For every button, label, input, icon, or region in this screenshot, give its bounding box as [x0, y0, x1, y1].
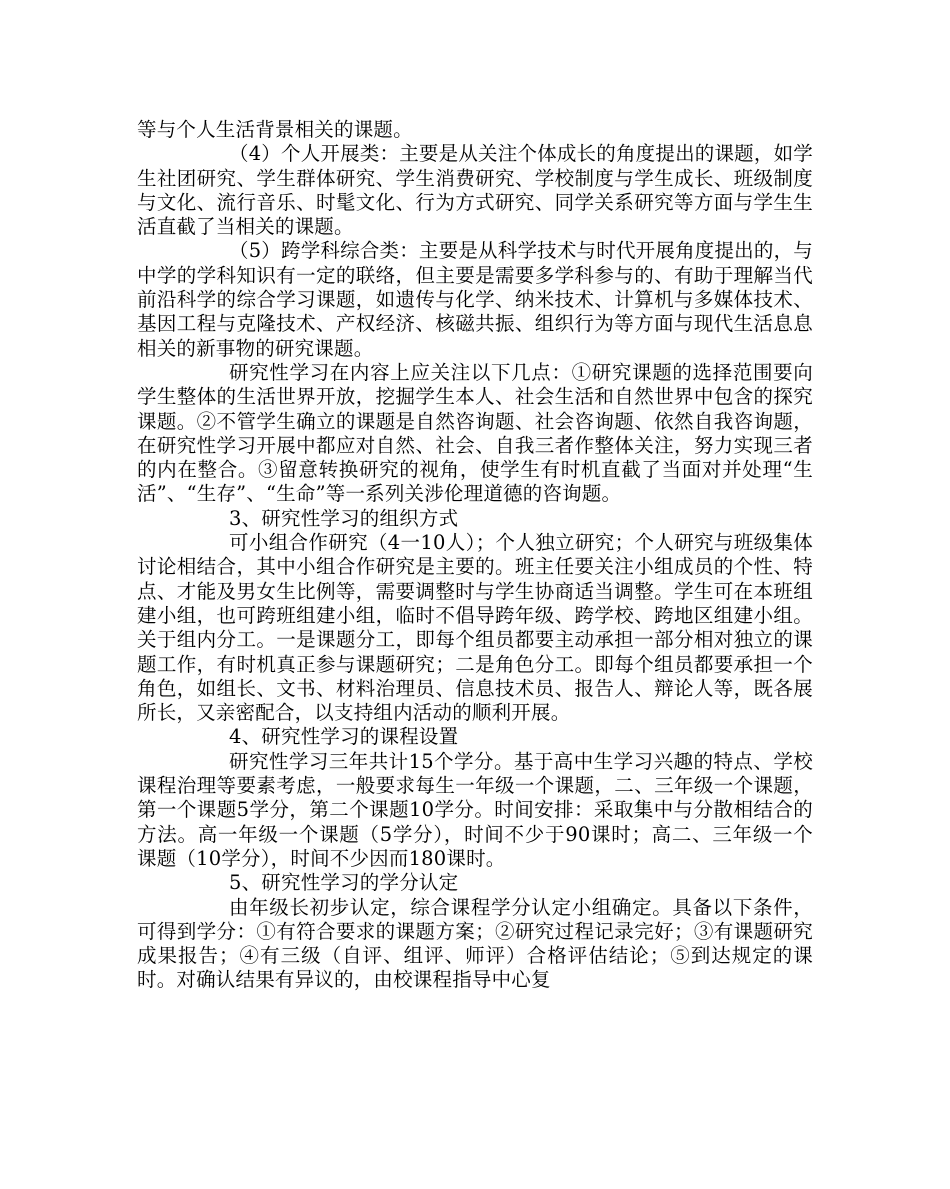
- paragraph-credits: 由年级长初步认定，综合课程学分认定小组确定。具备以下条件，可得到学分：①有符合要求的课题方案；②研究过程记录完好；③有课题研究成果报告；④有三级（自评、组评、师评）合格评估结论；⑤到达规定的课时。对确认结果有异议的，由校课程指导中心复: [137, 895, 813, 992]
- paragraph-content-focus: 研究性学习在内容上应关注以下几点：①研究课题的选择范围要向学生整体的生活世界开放，挖掘学生本人、社会生活和自然世界中包含的探究课题。②不管学生确立的课题是自然咨询题、社会咨询题、依然自我咨询题，在研究性学习开展中都应对自然、社会、自我三者作整体关注，努力实现三者的内在整合。③留意转换研究的视角，使学生有时机直截了当面对并处理“生活”、“生存”、“生命”等一系列关涉伦理道德的咨询题。: [137, 360, 813, 506]
- paragraph-personal-development: （4）个人开展类：主要是从关注个体成长的角度提出的课题，如学生社团研究、学生群体研究、学生消费研究、学校制度与学生成长、班级制度与文化、流行音乐、时髦文化、行为方式研究、同学关系研究等方面与学生生活直截了当相关的课题。: [137, 142, 813, 239]
- section-heading-organization: 3、研究性学习的组织方式: [229, 506, 459, 530]
- paragraph-continuation: 等与个人生活背景相关的课题。: [137, 118, 413, 141]
- section-heading-curriculum: 4、研究性学习的课程设置: [229, 725, 459, 749]
- section-heading-credits: 5、研究性学习的学分认定: [229, 871, 459, 895]
- paragraph-interdisciplinary: （5）跨学科综合类：主要是从科学技术与时代开展角度提出的，与中学的学科知识有一定的联络，但主要是需要多学科参与的、有助于理解当代前沿科学的综合学习课题，如遗传与化学、纳米技术、计算机与多媒体技术、基因工程与克隆技术、产权经济、核磁共振、组织行为等方面与现代生活息息相关的新事物的研究课题。: [137, 239, 813, 360]
- paragraph-organization: 可小组合作研究（4一10人）；个人独立研究；个人研究与班级集体讨论相结合，其中小组合作研究是主要的。班主任要关注小组成员的个性、特点、才能及男女生比例等，需要调整时与学生协商适当调整。学生可在本班组建小组，也可跨班组建小组，临时不倡导跨年级、跨学校、跨地区组建小组。关于组内分工。一是课题分工，即每个组员都要主动承担一部分相对独立的课题工作，有时机真正参与课题研究；二是角色分工。即每个组员都要承担一个角色，如组长、文书、材料治理员、信息技术员、报告人、辩论人等，既各展所长，又亲密配合，以支持组内活动的顺利开展。: [137, 531, 813, 725]
- document-body: [137, 118, 813, 993]
- paragraph-curriculum: 研究性学习三年共计15个学分。基于高中生学习兴趣的特点、学校课程治理等要素考虑，一般要求每生一年级一个课题，二、三年级一个课题，第一个课题5学分，第二个课题10学分。时间安排：采取集中与分散相结合的方法。高一年级一个课题（5学分），时间不少于90课时；高二、三年级一个课题（10学分），时间不少因而180课时。: [137, 749, 813, 870]
